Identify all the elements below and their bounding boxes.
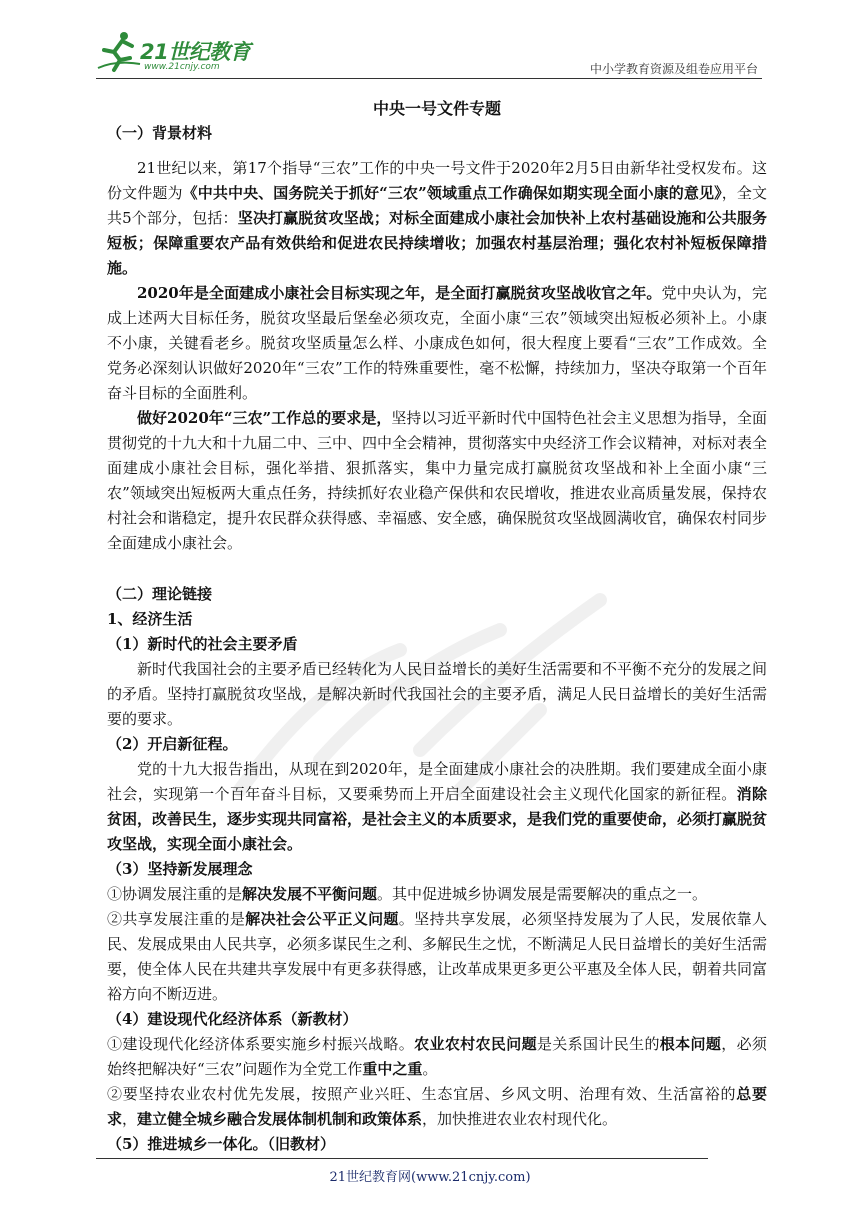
- paragraph-3: 做好2020年“三农”工作总的要求是，坚持以习近平新时代中国特色社会主义思想为指导，全面贯彻党的十九大和十九届二中、三中、四中全会精神，贯彻落实中央经济工作会议精神，对标对表全面建成小康社会目标，强化举措、狠抓落实，集中力量完成打赢脱贫攻坚战和补上全面小康“三农”领域突出短板两大重点任务，持续抓好农业稳产保供和农民增收，推进农业高质量发展，保持农村社会和谐稳定，提升农民群众获得感、幸福感、安全感，确保脱贫攻坚战圆满收官，确保农村同步全面建成小康社会。: [107, 409, 768, 552]
- topic-4-item-1: ①建设现代化经济体系要实施乡村振兴战略。农业农村农民问题是关系国计民生的根本问题，必须始终把解决好“三农”问题作为全党工作重中之重。: [107, 1035, 767, 1078]
- topic-4-item-2: ②要坚持农业农村优先发展，按照产业兴旺、生态宜居、乡风文明、治理有效、生活富裕的总要求，建立健全城乡融合发展体制机制和政策体系，加快推进农业农村现代化。: [107, 1085, 767, 1128]
- logo: [96, 30, 256, 76]
- topic-1-text: 新时代我国社会的主要矛盾已经转化为人民日益增长的美好生活需要和不平衡不充分的发展之间的矛盾。坚持打赢脱贫攻坚战，是解决新时代我国社会的主要矛盾，满足人民日益增长的美好生活需要的要求。: [107, 660, 768, 728]
- topic-2-heading: （2）开启新征程。: [107, 735, 238, 753]
- document-title: 中央一号文件专题: [372, 99, 501, 118]
- footer-divider: [96, 1158, 708, 1159]
- topic-2-text: 党的十九大报告指出，从现在到2020年，是全面建成小康社会的决胜期。我们要建成全面小康社会，实现第一个百年奋斗目标，又要乘势而上开启全面建设社会主义现代化国家的新征程。消除贫困，改善民生，逐步实现共同富裕，是社会主义的本质要求，是我们党的重要使命，必须打赢脱贫攻坚战，实现全面小康社会。: [107, 760, 768, 853]
- paragraph-2: 2020年是全面建成小康社会目标实现之年，是全面打赢脱贫攻坚战收官之年。党中央认为，完成上述两大目标任务，脱贫攻坚最后堡垒必须攻克，全面小康“三农”领域突出短板必须补上。小康不小康，关键看老乡。脱贫攻坚质量怎么样、小康成色如何，很大程度上要看“三农”工作成效。全党务必深刻认识做好2020年“三农”工作的特殊重要性，毫不松懈，持续加力，坚决夺取第一个百年奋斗目标的全面胜利。: [107, 284, 767, 402]
- topic-3-item-2: ②共享发展注重的是解决社会公平正义问题。坚持共享发展，必须坚持发展为了人民，发展依靠人民、发展成果由人民共享，必须多谋民生之利、多解民生之忧，不断满足人民日益增长的美好生活需要，使全体人民在共建共享发展中有更多获得感，让改革成果更多更公平惠及全体人民，朝着共同富裕方向不断迈进。: [107, 910, 768, 1003]
- topic-3-heading: （3）坚持新发展理念: [107, 860, 253, 878]
- paragraph-1: 21世纪以来，第17个指导“三农”工作的中央一号文件于2020年2月5日由新华社受权发布。这份文件题为《中共中央、国务院关于抓好“三农”领域重点工作确保如期实现全面小康的意见》，全文共5个部分，包括：坚决打赢脱贫攻坚战；对标全面建成小康社会加快补上农村基础设施和公共服务短板；保障重要农产品有效供给和促进农民持续增收；加强农村基层治理；强化农村补短板保障措施。: [107, 159, 767, 277]
- topic-5-heading: （5）推进城乡一体化。（旧教材）: [107, 1135, 335, 1153]
- logo-url: www.21cnjy.com: [144, 62, 220, 72]
- topic-1-heading: （1）新时代的社会主要矛盾: [107, 635, 298, 653]
- runner-icon: [96, 30, 142, 74]
- subsection-economics: 1、经济生活: [107, 610, 193, 628]
- section-background-heading: （一）背景材料: [107, 124, 213, 142]
- footer-text: 21世纪教育网(www.21cnjy.com): [329, 1170, 531, 1185]
- topic-4-heading: （4）建设现代化经济体系（新教材）: [107, 1010, 358, 1028]
- logo-text: 21世纪教育: [140, 40, 251, 64]
- platform-name: 中小学教育资源及组卷应用平台: [589, 62, 758, 76]
- topic-3-item-1: ①协调发展注重的是解决发展不平衡问题。其中促进城乡协调发展是需要解决的重点之一。: [107, 885, 708, 903]
- document-body: [107, 96, 767, 1157]
- page-header: [96, 30, 762, 79]
- section-theory-heading: （二）理论链接: [107, 585, 213, 603]
